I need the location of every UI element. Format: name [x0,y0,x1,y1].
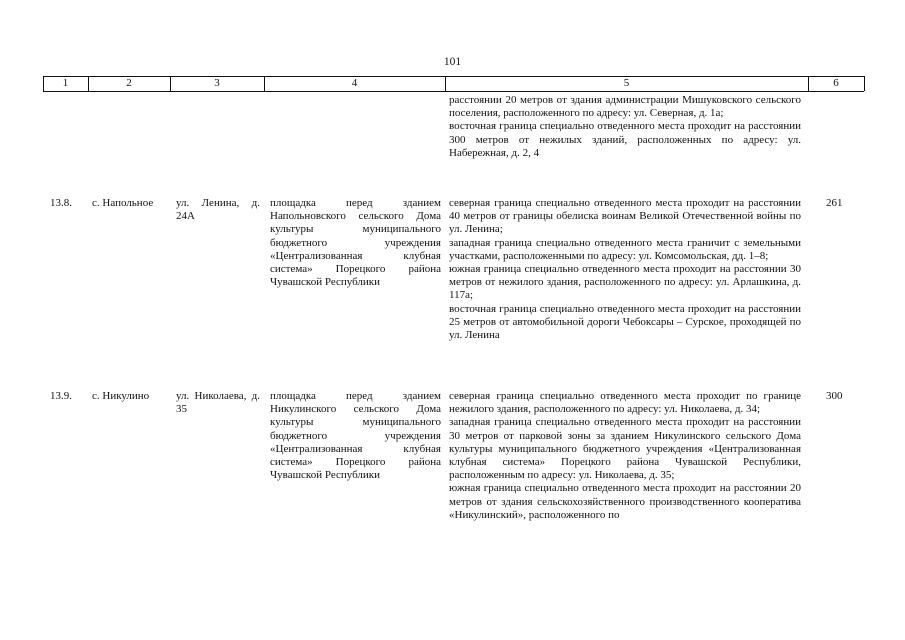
place-text: площадка перед зданием Напольновского сельского Дома культуры муниципального бюджетного учреждения «Централизованная клубная система» Порецкого района Чувашской Республики [270,197,441,289]
row-description [449,197,801,342]
address-text: ул. Ленина, д. 24А [176,197,260,223]
row-place [270,390,441,482]
page-number: 101 [443,56,462,68]
row-description [449,390,801,522]
row-locality: с. Напольное [92,197,154,209]
row-place [270,197,441,289]
row-locality: с. Никулино [92,390,150,402]
row-number: 13.8. [50,197,72,209]
description-paragraph: восточная граница специально отведенного места проходит на расстоянии 300 метров от нежилых зданий, расположенных по адресу: ул. Набережная, д. 2, 4 [449,120,801,159]
row-value: 261 [826,197,843,209]
column-divider [864,76,865,91]
description-paragraph: западная граница специально отведенного места граничит с земельными участками, расположенными по адресу: ул. Комсомольская, дд. 1–8; [449,236,801,262]
description-paragraph: северная граница специально отведенного места проходит по границе нежилого здания, расположенного по адресу: ул. Николаева, д. 34; [449,390,801,416]
row-address [176,390,260,416]
continuation-description [449,94,801,160]
description-paragraph: северная граница специально отведенного места проходит на расстоянии 40 метров от границы обелиска воинам Великой Отечественной войны по ул. Ленина; [449,197,801,236]
header-column-number: 6 [833,77,839,89]
header-column-number: 2 [126,77,132,89]
address-text: ул. Николаева, д. 35 [176,390,260,416]
row-number: 13.9. [50,390,72,402]
header-column-number: 1 [62,77,69,89]
place-text: площадка перед зданием Никулинского сельского Дома культуры муниципального бюджетного учреждения «Централизованная клубная система» Порецкого района Чувашской Республики [270,390,441,482]
description-paragraph: южная граница специально отведенного места проходит на расстоянии 30 метров от нежилого здания, расположенного по адресу: ул. Арлашкина, д. 117а; [449,263,801,302]
header-column-number: 5 [623,77,630,89]
description-paragraph: западная граница специально отведенного места проходит на расстоянии 30 метров от парковой зоны за зданием Никулинского сельского Дома культуры муниципального бюджетного учреждения «Централизованная клубная система» Порецкого района Чувашской Республики, расположенным по адресу: ул. Николаева, д. 35; [449,416,801,482]
row-address [176,197,260,223]
row-value: 300 [826,390,843,402]
table-header-bottom-rule [43,91,864,92]
description-paragraph: восточная граница специально отведенного места проходит на расстоянии 25 метров от автомобильной дороги Чебоксары – Сурское, проходящей по ул. Ленина [449,302,801,342]
description-paragraph: южная граница специально отведенного места проходит на расстоянии 20 метров от здания сельскохозяйственного производственного кооператива «Никулинский», расположенного по [449,482,801,521]
description-paragraph: расстоянии 20 метров от здания администрации Мишуковского сельского поселения, расположенного по адресу: ул. Северная, д. 1а; [449,94,801,120]
header-column-number: 4 [351,77,358,89]
header-column-number: 3 [214,77,220,89]
